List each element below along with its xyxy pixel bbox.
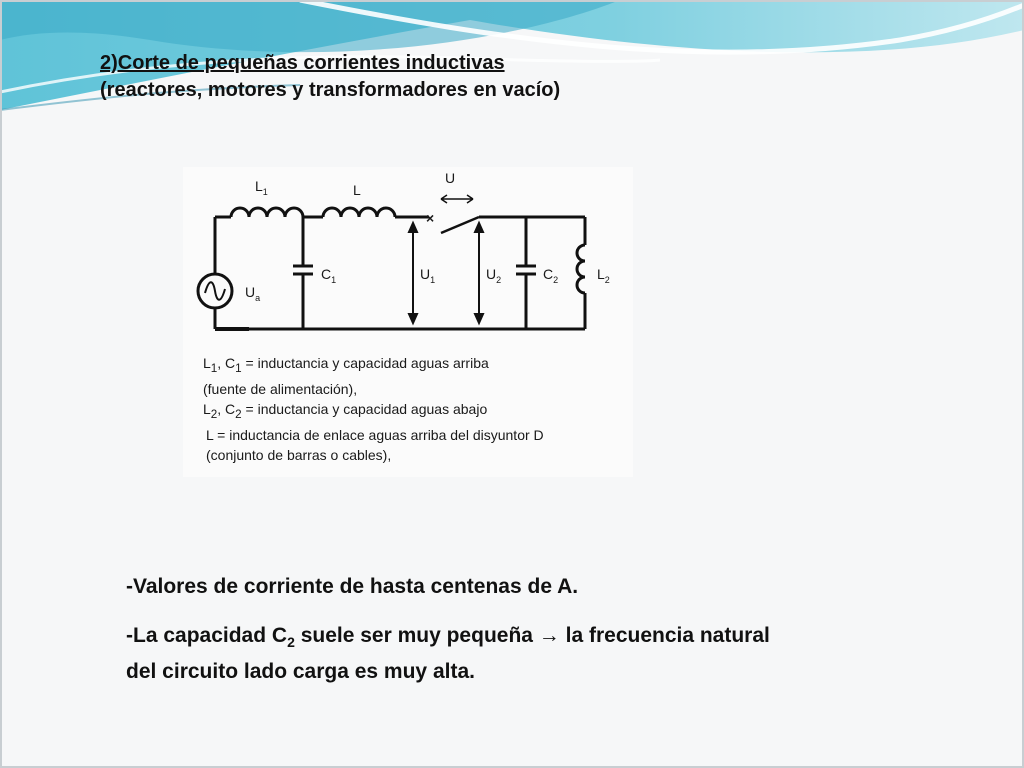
label-u: U bbox=[445, 170, 456, 186]
legend-line-1: $L_1$, $C_1$ = inductancia y capacidad aguas arriba bbox=[203, 355, 489, 375]
bullet-2-line-2: del circuito lado carga es muy alta. bbox=[126, 660, 475, 684]
circuit-figure bbox=[183, 167, 633, 477]
label-l1: $L_1$ bbox=[255, 178, 268, 197]
inductor-l2-icon bbox=[577, 245, 585, 293]
title-line-1: 2)Corte de pequeñas corrientes inductivas bbox=[100, 52, 505, 74]
bullet-list bbox=[126, 572, 946, 686]
legend-line-2: (fuente de alimentación), bbox=[203, 380, 358, 397]
label-c1: $C_1$ bbox=[321, 266, 337, 285]
circuit-legend bbox=[203, 353, 544, 465]
double-arrow-icon bbox=[441, 195, 473, 203]
label-l: L bbox=[353, 182, 361, 198]
legend-line-3: $L_2$, $C_2$ = inductancia y capacidad aguas abajo bbox=[203, 400, 488, 421]
inductor-l-icon bbox=[323, 208, 395, 217]
u1-arrow-icon bbox=[409, 223, 417, 323]
breaker-switch-icon bbox=[441, 217, 479, 233]
label-c2: $C_2$ bbox=[543, 266, 559, 285]
bullet-1: -Valores de corriente de hasta centenas de A. bbox=[126, 575, 579, 598]
legend-line-5: (conjunto de barras o cables), bbox=[206, 446, 392, 463]
u2-arrow-icon bbox=[475, 223, 483, 323]
label-u1: $U_1$ bbox=[420, 266, 436, 285]
label-l2: $L_2$ bbox=[597, 266, 610, 285]
label-u2: $U_2$ bbox=[486, 266, 502, 285]
slide-title bbox=[100, 50, 800, 104]
legend-line-4: L = inductancia de enlace aguas arriba del disyuntor D bbox=[206, 426, 544, 443]
inductor-l1-icon bbox=[231, 208, 303, 217]
breaker-contact-icon: × bbox=[426, 210, 435, 226]
title-line-2: (reactores, motores y transformadores en vacío) bbox=[100, 79, 561, 101]
label-ua: $U_a$ bbox=[245, 284, 261, 303]
circuit-diagram bbox=[183, 167, 633, 347]
bullet-2: -La capacidad $C_2$ suele ser muy pequeña → la frecuencia natural bbox=[126, 624, 770, 651]
